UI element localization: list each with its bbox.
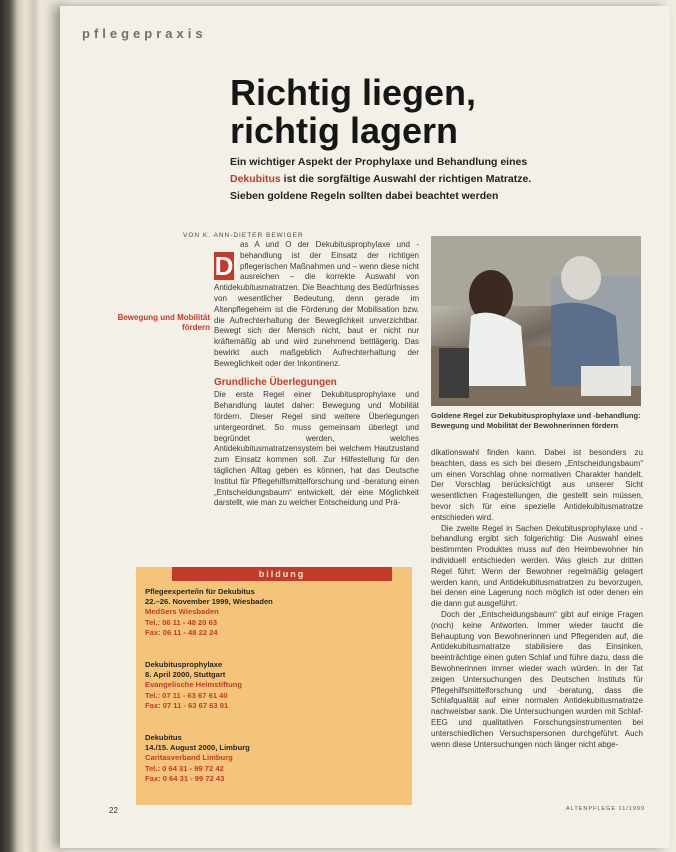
headline bbox=[230, 74, 530, 150]
right-paragraph-3: Doch der „Entscheidungsbaum“ gibt auf einige Fragen (noch) keine Antworten. Immer wieder taucht die Behauptung von Bewohnerinnen und Pflegenden auf, die Antidekubitusmatratze stabilisiere das Einsinken, beeinträchtige einen guten Schlaf und führe dazu, dass die Bewohnerinnen immer wieder wach würden. In der Tat zeigen Untersuchungen des Deutschen Instituts für Pflegehilfsmittelforschung und -beratung, dass die Schlafqualität auf einer normalen Antidekubitusmatratze nachweisbar sank. Die Untersuchungen wurden mit Schlaf-EEG und qualitativen Forschungsinstrumenten bei unterschiedlichen Versuchspersonen durchgeführt. Auch wenn diese Untersuchungen noch länger nicht abge- bbox=[431, 609, 643, 749]
sidebar-head: Bewegung und Mobilität fördern bbox=[117, 313, 210, 332]
footer-issue: ALTENPFLEGE 11/1999 bbox=[566, 806, 646, 812]
section-label: pflegepraxis bbox=[82, 26, 207, 41]
dek bbox=[230, 154, 590, 205]
event-title: Dekubitus bbox=[145, 733, 182, 742]
event-organizer: MedSers Wiesbaden bbox=[145, 607, 219, 617]
event-title: Pflegeexperte/in für Dekubitus bbox=[145, 587, 255, 596]
event-fax: Fax: 0 64 31 - 99 72 43 bbox=[145, 773, 225, 783]
event-phone: Tel.: 07 11 - 63 67 61 40 bbox=[145, 690, 228, 700]
event-item bbox=[145, 660, 405, 711]
intro-paragraph: as A und O der Dekubitusprophylaxe und -behandlung ist der Einsatz der richtigen pflegerischen Maßnahmen und – wenn diese nicht ausreichen – die korrekte Auswahl von Antidekubitusmatratzen. Die Beachtung des Bedürfnisses von wesentlicher Bedeutung, denn gerade im Altenpflegeheim ist die Förderung der Mobilisation bzw. die Aufrechterhaltung der Beweglichkeit unverzichtbar. Bewegt sich der Mensch nicht, baut er nicht nur kräftemäßig ab und wird zunehmend bettlägerig. Das bewirkt auch maßgeblich Aufrechterhaltung der Beweglichkeit oder der Inkontinenz. bbox=[214, 240, 419, 368]
dropcap: D bbox=[214, 251, 234, 281]
event-item bbox=[145, 587, 405, 638]
left-column bbox=[214, 240, 419, 555]
subhead: Grundliche Überlegungen bbox=[214, 376, 337, 388]
photo bbox=[431, 236, 641, 406]
headline-line-1: Richtig liegen, bbox=[230, 72, 477, 113]
right-column bbox=[431, 448, 643, 793]
event-organizer: Evangelische Heimstiftung bbox=[145, 680, 243, 690]
event-phone: Tel.: 0 64 31 - 99 72 42 bbox=[145, 763, 224, 773]
photo-caption: Goldene Regel zur Dekubitusprophylaxe und -behandlung: Bewegung und Mobilität der Bewohnerinnen fördern bbox=[431, 411, 641, 430]
event-title: Dekubitusprophylaxe bbox=[145, 660, 223, 669]
byline: VON K. ANN-DIETER BEWIGER bbox=[183, 232, 304, 239]
dek-line-1: Ein wichtiger Aspekt der Prophylaxe und Behandlung eines bbox=[230, 156, 528, 168]
event-organizer: Caritasverband Limburg bbox=[145, 753, 233, 763]
right-paragraph-1: dikationswahl finden kann. Dabei ist besonders zu beachten, dass es sich bei diesem „Entscheidungsbaum“ um einen Vorschlag ohne normativen Charakter handelt. Der Vorschlag berücksichtigt aus unserer Sicht wesentlichen Fragestellungen, die gestellt sein müssen, bevor sich für eine spezielle Antidekubitusmatratze entschieden wird. bbox=[431, 448, 643, 522]
bildung-box bbox=[136, 567, 412, 805]
dek-highlight: Dekubitus bbox=[230, 173, 281, 185]
photo-illustration bbox=[431, 236, 641, 406]
right-paragraph-2: Die zweite Regel in Sachen Dekubitusprophylaxe und -behandlung ergibt sich folgerichtig: Die Auswahl eines bestimmten Produktes muss auf den Heimbewohner hin individuell entschieden werden. Was gleich zur dritten Regel führt: Wenn der Bewohner regelmäßig gelagert werden kann, und Antidekubitusmatratzen zu bevorzugen, bei denen eine Lagerung noch möglich ist oder denen ein die dann gut ausgeführt. bbox=[431, 523, 643, 609]
event-fax: Fax: 07 11 - 63 67 63 91 bbox=[145, 700, 229, 710]
headline-line-2: richtig lagern bbox=[230, 110, 459, 151]
event-date: 14./15. August 2000, Limburg bbox=[145, 743, 250, 753]
event-date: 22.–26. November 1999, Wiesbaden bbox=[145, 597, 273, 607]
box-title: bildung bbox=[172, 567, 392, 581]
page-number: 22 bbox=[109, 806, 118, 815]
dek-line-2: ist die sorgfältige Auswahl der richtigen Matratze. bbox=[280, 173, 532, 185]
event-fax: Fax: 06 11 - 48 22 24 bbox=[145, 627, 218, 637]
event-date: 8. April 2000, Stuttgart bbox=[145, 670, 226, 680]
dek-line-3: Sieben goldene Regeln sollten dabei beachtet werden bbox=[230, 190, 499, 202]
body-paragraph: Die erste Regel einer Dekubitusprophylaxe und Behandlung lautet daher: Bewegung und Mobilität fördern. Dieser Regel sind weitere Überlegungen untergeordnet. So muss gemeinsam überlegt und begründet werden, welches Antidekubitusmatratzensystem bei welchem Hautzustand zum Einsatz kommen soll. Zur Hilfestellung für den täglichen Alltag geben es können, hat das Deutsche Institut für Pflegehilfsmittelforschung und -beratung einen „Entscheidungsbaum“ entwickelt, der eine Möglichkeit darstellt, wie man zu welcher Entscheidung und Prä- bbox=[214, 390, 419, 508]
event-item bbox=[145, 733, 405, 784]
event-phone: Tel.: 06 11 - 48 20 63 bbox=[145, 617, 218, 627]
